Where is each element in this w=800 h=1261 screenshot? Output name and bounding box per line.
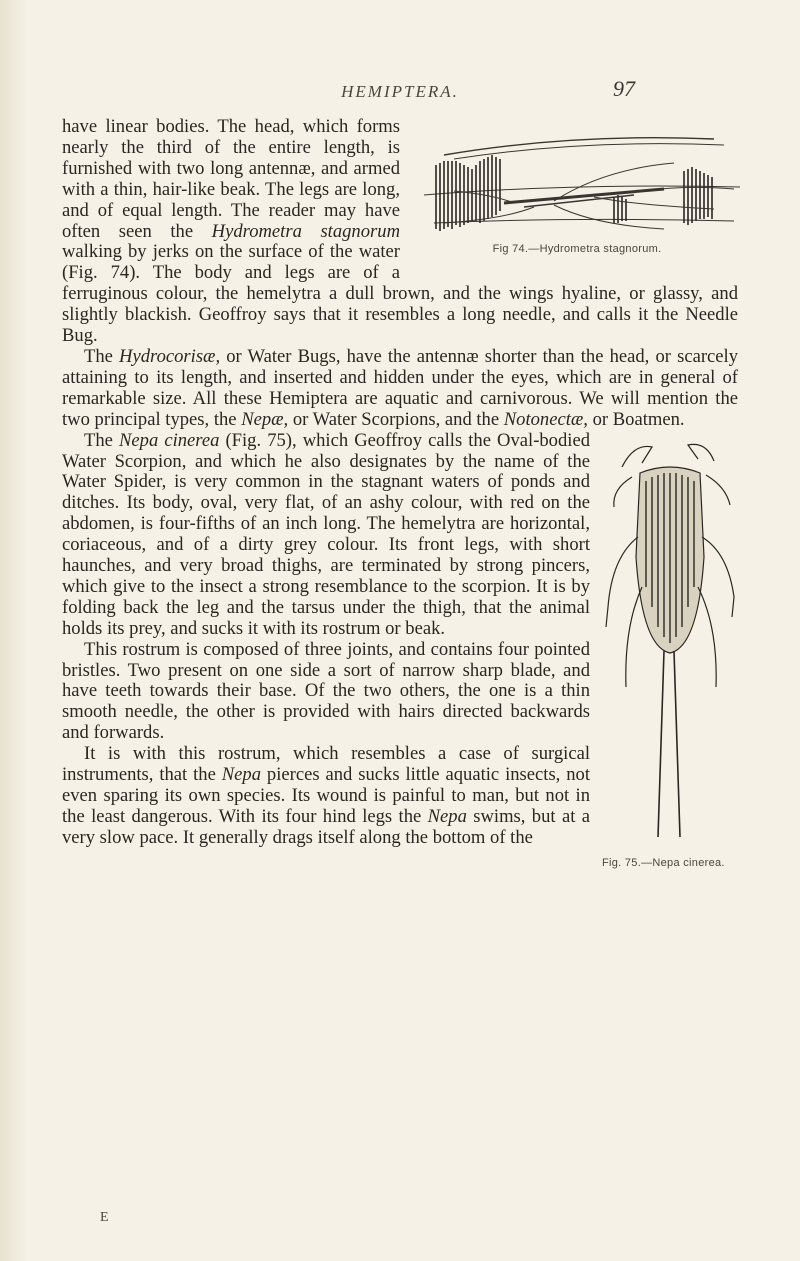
paragraph-2: The Hydrocorisæ, or Water Bugs, have the antennæ shorter than the head, or scarcely attaining to its length, and inserted and hidden under the eyes, which are in general of remarkable size. All these Hemiptera are aquatic and carnivorous. We will mention the two principal types, the Nepæ, or Water Scorpions, and the Notonectæ, or Boatmen.	[62, 345, 738, 430]
paragraph-1: have linear bodies. The head, which forms nearly the third of the entire length, is furnished with two long antennæ, and armed with a thin, hair-like beak. The legs are long, and of equal length. The reader may have often seen the Hydrometra stagnorum walking by jerks on the surface of the water (Fig. 74). The body and legs are of a ferruginous colour, the hemelytra a dull brown, and the wings hyaline, or glassy, and slightly blackish. Geoffroy says that it resembles a long needle, and calls it the Needle Bug.	[62, 116, 738, 347]
nepa-cinerea-illustration	[602, 437, 738, 855]
figure-75-caption: Fig. 75.—Nepa cinerea.	[602, 856, 725, 869]
signature-mark: E	[100, 1210, 109, 1225]
paragraph-5: It is with this rostrum, which resembles a case of surgical instruments, that the Nepa pierces and sucks little aquatic insects, not even sparing its own species. Its wound is painful to man, but not in the least dangerous. With its four hind legs the Nepa swims, but at a very slow pace. It generally drags itself along the bottom of the	[62, 743, 590, 848]
figure-75	[602, 437, 800, 869]
running-head: HEMIPTERA.	[341, 82, 459, 101]
page-gutter-shadow	[0, 0, 28, 1261]
body-text	[62, 117, 738, 869]
figure-74-caption: Fig 74.—Hydrometra stagnorum.	[492, 243, 662, 255]
hydrometra-illustration	[414, 125, 740, 243]
paragraph-3: The Nepa cinerea (Fig. 75), which Geoffroy calls the Oval-bodied Water Scorpion, and which he also designates by the name of the Water Spider, is very common in the stagnant waters of ponds and ditches. Its body, oval, very flat, of an ashy colour, with red on the abdomen, is four-fifths of an inch long. The hemelytra are horizontal, coriaceous, and of a dirty grey colour. Its front legs, with short haunches, and very broad thighs, are terminated by strong pincers, which give to the insect a strong resemblance to the scorpion. It is by folding back the leg and the tarsus under the thigh, that the animal holds its prey, and sucks it with its rostrum or beak.	[62, 429, 590, 639]
figure-74	[414, 125, 740, 260]
page-number: 97	[613, 76, 635, 101]
paragraph-4: This rostrum is composed of three joints, and contains four pointed bristles. Two present on one side a sort of narrow sharp blade, and have teeth towards their base. Of the two others, the one is a thin smooth needle, the other is provided with hairs directed backwards and forwards.	[62, 638, 590, 744]
